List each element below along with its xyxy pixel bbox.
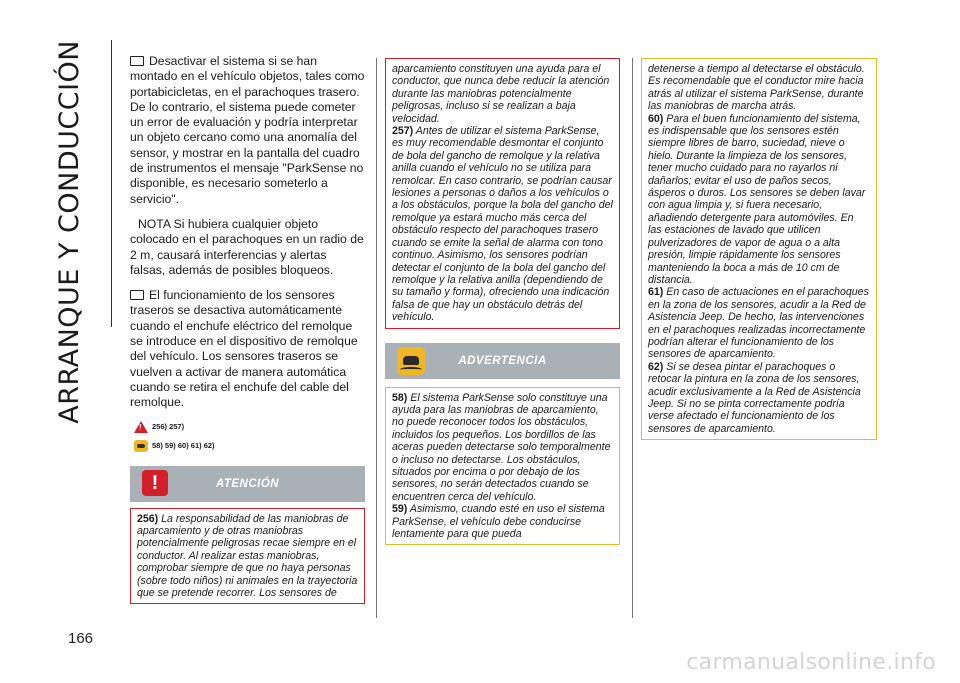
- column-2: [385, 58, 620, 545]
- atencion-item: 257) Antes de utilizar el sistema ParkSense, es muy recomendable desmontar el conjunto de bola del gancho de remolque y la relativa anilla cuando el vehículo no se utiliza para remolcar. En caso contrario, se podrían causar lesiones a personas o daños a los vehículos o a los obstáculos, porque la bola del gancho del remolque ya estará mucho más cerca del obstáculo respecto del parachoques trasero cuando se emite la señal de alarma con tono continuo. Asimismo, los sensores podrían detectar el conjunto de la bola del gancho del remolque y la relativa anilla (dependiendo de su tamaño y forma), ofreciendo una indicación falsa de que hay un obstáculo detrás del vehículo.: [392, 125, 613, 324]
- side-divider: [111, 40, 112, 327]
- advertencia-item: 58) El sistema ParkSense solo constituye una ayuda para las maniobras de aparcamiento, no puede reconocer todos los obstáculos, incluidos los pequeños. Los bordillos de las aceras pueden detectarse solo temporalmente o incluso no detectarse. Los obstáculos, situados por encima o por debajo de los sensores, no serán detectados cuando se encuentren cerca del vehículo.: [392, 391, 611, 503]
- section-side-title: ARRANQUE Y CONDUCCIÓN: [53, 40, 85, 424]
- advertencia-item: 59) Asimismo, cuando esté en uso el sistema ParkSense, el vehículo debe conducirse lentamente para que pueda: [392, 503, 605, 540]
- advertencia-item: 62) Si se desea pintar el parachoques o retocar la pintura en la zona de los sensores, acudir exclusivamente a la Red de Asistencia Jeep. Si no se pinta correctamente podría verse afectado el funcionamiento de los sensores de aparcamiento.: [648, 360, 861, 435]
- car-caution-icon: [397, 347, 425, 375]
- advertencia-item: 61) En caso de actuaciones en el parachoques en la zona de los sensores, acudir a la Red de Asistencia Jeep. De hecho, las intervenciones en el parachoques realizadas incorrectamente podrían alterar el funcionamiento de los sensores de aparcamiento.: [648, 286, 869, 361]
- atencion-banner: ! ATENCIÓN: [130, 466, 365, 502]
- column-divider: [632, 58, 633, 618]
- atencion-item: 256) La responsabilidad de las maniobras de aparcamiento y de otras maniobras potencialmente peligrosas recae siempre en el conductor. Al realizar estas maniobras, comprobar siempre de que no haya personas (sobre todo niños) ni animales en la trayectoria que se pretende recorrer. Los sensores de: [137, 512, 358, 599]
- atencion-box: [130, 508, 365, 605]
- advertencia-banner: ADVERTENCIA: [385, 343, 620, 379]
- warning-icon: [142, 470, 168, 496]
- page-number: 166: [68, 630, 94, 647]
- car-caution-icon: [134, 440, 148, 452]
- column-1: [130, 54, 365, 604]
- advertencia-refs: 58) 59) 60) 61) 62): [134, 440, 365, 452]
- paragraph-2: NOTA Si hubiera cualquier objeto colocado en el parachoques en un radio de 2 m, causará interferencias y alertas falsas, además de posibles bloqueos.: [130, 216, 364, 277]
- warning-triangle-icon: [134, 421, 148, 433]
- rear-sensor-icon: [130, 56, 144, 66]
- advertencia-box: [385, 387, 620, 546]
- column-3: [641, 58, 877, 440]
- paragraph-3: El funcionamiento de los sensores traseros se desactiva automáticamente cuando el enchufe eléctrico del remolque se introduce en el dispositivo de remolque del vehículo. Los sensores traseros se vuelven a activar de manera automática cuando se retira el enchufe del cable del remolque.: [130, 288, 358, 410]
- rear-sensor-icon: [130, 290, 144, 300]
- paragraph-1: Desactivar el sistema si se han montado en el vehículo objetos, tales como portabicicletas, en el parachoques trasero. De lo contrario, el sistema puede cometer un error de evaluación y podría interpretar un objeto cercano como una anomalía del sensor, y mostrar en la pantalla del cuadro de instrumentos el mensaje "ParkSense no disponible, es necesario someterlo a servicio".: [130, 54, 365, 206]
- watermark: carmanualsonline.info: [686, 650, 936, 675]
- advertencia-box-continued: [641, 58, 877, 440]
- advertencia-item: detenerse a tiempo al detectarse el obstáculo. Es recomendable que el conductor mire hacia atrás al utilizar el sistema ParkSense, durante las maniobras de marcha atrás.: [648, 63, 865, 113]
- atencion-box-continued: [385, 58, 620, 329]
- warning-refs: ! 256) 257): [134, 421, 365, 433]
- atencion-item: aparcamiento constituyen una ayuda para el conductor, que nunca debe reducir la atención durante las maniobras potencialmente peligrosas, incluso si se realizan a baja velocidad.: [392, 63, 610, 125]
- advertencia-item: 60) Para el buen funcionamiento del sistema, es indispensable que los sensores estén siempre libres de barro, suciedad, nieve o hielo. Durante la limpieza de los sensores, tener mucho cuidado para no rayarlos ni dañarlos; evitar el uso de paños secos, ásperos o duros. Los sensores se deben lavar con agua limpia y, si fuera necesario, añadiendo detergente para automóviles. En las estaciones de lavado que utilicen pulverizadores de vapor de agua o a alta presión, limpie rápidamente los sensores manteniendo la boca a más de 10 cm de distancia.: [648, 112, 866, 286]
- column-divider: [376, 58, 377, 618]
